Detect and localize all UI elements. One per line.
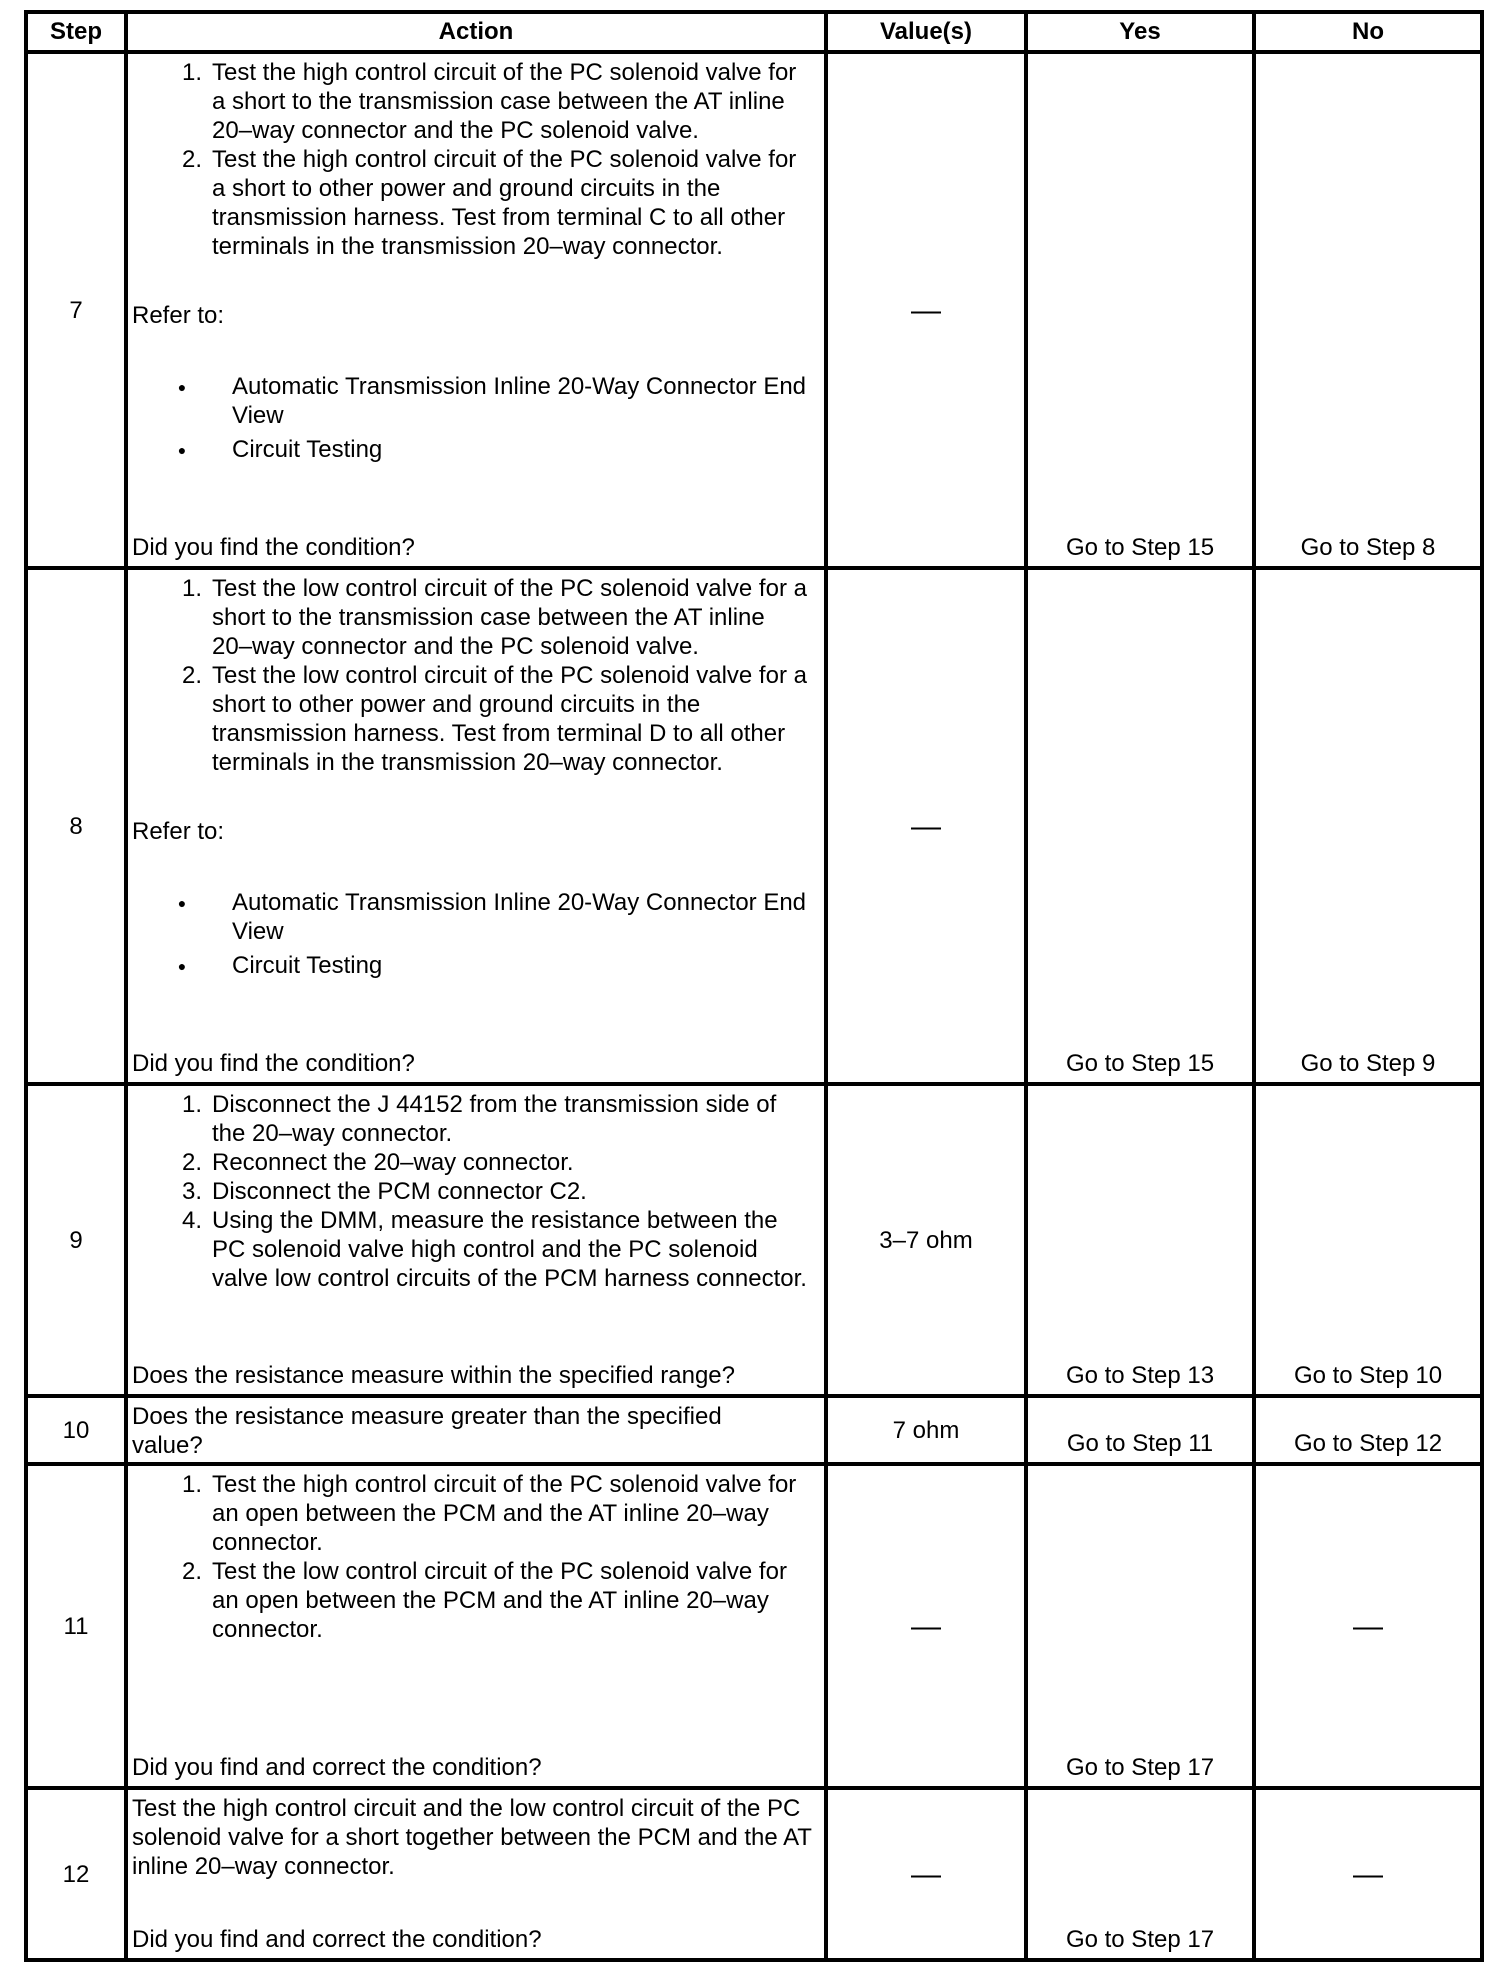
question-text: Did you find the condition? bbox=[132, 534, 415, 561]
action-step: Test the low control circuit of the PC solenoid valve for a short to other power and ground circuits in the transmission harness. Test from terminal D to all other terminals in the transmission 20–way connector. bbox=[212, 662, 807, 776]
action-cell bbox=[126, 1464, 826, 1788]
action-step: Test the low control circuit of the PC solenoid valve for an open between the PCM and the AT inline 20–way connector. bbox=[212, 1558, 787, 1643]
no-cell[interactable]: Go to Step 10 bbox=[1254, 1084, 1482, 1396]
bullet-icon bbox=[132, 435, 232, 465]
value-cell: — bbox=[826, 1788, 1026, 1960]
action-steps: 1. Test the high control circuit of the PC solenoid valve for a short to the transmission case between the AT inline 20–way connector and the PC solenoid valve. 2. Test the high control circuit of the PC solenoid valve for a short to other power and ground circuits in the transmission harness. Test from terminal C to all other terminals in the transmission 20–way connector. bbox=[132, 58, 820, 261]
action-step: Test the high control circuit of the PC solenoid valve for a short to the transmission case between the AT inline 20–way connector and the PC solenoid valve. bbox=[212, 59, 797, 144]
question-text: Did you find the condition? bbox=[132, 1050, 415, 1077]
action-steps: 1. Test the high control circuit of the PC solenoid valve for an open between the PCM and the AT inline 20–way connector. 2. Test the low control circuit of the PC solenoid valve for an open between the PCM and the AT inline 20–way connector. bbox=[132, 1470, 820, 1644]
step-number: 11 bbox=[26, 1464, 126, 1788]
no-cell[interactable]: Go to Step 9 bbox=[1254, 568, 1482, 1084]
refer-label: Refer to: bbox=[132, 818, 225, 845]
question-text: Did you find and correct the condition? bbox=[132, 1754, 542, 1781]
no-cell: — bbox=[1254, 1788, 1482, 1960]
action-step: Test the low control circuit of the PC solenoid valve for a short to the transmission case between the AT inline 20–way connector and the PC solenoid valve. bbox=[212, 575, 807, 660]
reference-list bbox=[132, 888, 820, 986]
action-step: Test the high control circuit of the PC solenoid valve for a short to other power and ground circuits in the transmission harness. Test from terminal C to all other terminals in the transmission 20–way connector. bbox=[212, 146, 797, 260]
question-text: Did you find and correct the condition? bbox=[132, 1926, 542, 1953]
table-row bbox=[26, 1788, 1482, 1960]
yes-cell[interactable]: Go to Step 13 bbox=[1026, 1084, 1254, 1396]
header-no: No bbox=[1254, 12, 1482, 52]
action-steps: 1. Disconnect the J 44152 from the transmission side of the 20–way connector. 2. Reconnect the 20–way connector. 3. Disconnect the PCM connector C2. 4. Using the DMM, measure the resistance between the PC solenoid valve high control and the PC solenoid valve low control circuits of the PCM harness connector. bbox=[132, 1090, 820, 1293]
value-cell: 7 ohm bbox=[826, 1396, 1026, 1464]
step-number: 12 bbox=[26, 1788, 126, 1960]
action-cell bbox=[126, 52, 826, 568]
step-number: 8 bbox=[26, 568, 126, 1084]
yes-cell[interactable]: Go to Step 15 bbox=[1026, 568, 1254, 1084]
header-values: Value(s) bbox=[826, 12, 1026, 52]
action-text: Test the high control circuit and the low control circuit of the PC solenoid valve for a short together between the PCM and the AT inline 20–way connector. bbox=[132, 1795, 812, 1880]
header-row bbox=[26, 12, 1482, 52]
reference-link[interactable]: Circuit Testing bbox=[232, 436, 383, 463]
value-cell: — bbox=[826, 568, 1026, 1084]
table-row bbox=[26, 1396, 1482, 1464]
value-cell: — bbox=[826, 1464, 1026, 1788]
value-cell: 3–7 ohm bbox=[826, 1084, 1026, 1396]
action-cell bbox=[126, 1396, 826, 1464]
action-steps: 1. Test the low control circuit of the PC solenoid valve for a short to the transmission case between the AT inline 20–way connector and the PC solenoid valve. 2. Test the low control circuit of the PC solenoid valve for a short to other power and ground circuits in the transmission harness. Test from terminal D to all other terminals in the transmission 20–way connector. bbox=[132, 574, 820, 777]
yes-cell[interactable]: Go to Step 15 bbox=[1026, 52, 1254, 568]
action-step: Test the high control circuit of the PC solenoid valve for an open between the PCM and the AT inline 20–way connector. bbox=[212, 1471, 797, 1556]
no-cell[interactable]: Go to Step 12 bbox=[1254, 1396, 1482, 1464]
yes-cell[interactable]: Go to Step 11 bbox=[1026, 1396, 1254, 1464]
reference-link[interactable]: Automatic Transmission Inline 20-Way Connector End View bbox=[232, 373, 807, 429]
bullet-icon bbox=[132, 372, 232, 430]
action-cell bbox=[126, 568, 826, 1084]
reference-link[interactable]: Automatic Transmission Inline 20-Way Connector End View bbox=[232, 889, 807, 945]
reference-list bbox=[132, 372, 820, 470]
no-cell[interactable]: Go to Step 8 bbox=[1254, 52, 1482, 568]
refer-label: Refer to: bbox=[132, 302, 225, 329]
header-yes: Yes bbox=[1026, 12, 1254, 52]
step-number: 9 bbox=[26, 1084, 126, 1396]
step-number: 7 bbox=[26, 52, 126, 568]
action-step: Reconnect the 20–way connector. bbox=[212, 1149, 574, 1176]
value-cell: — bbox=[826, 52, 1026, 568]
header-action: Action bbox=[126, 12, 826, 52]
no-cell: — bbox=[1254, 1464, 1482, 1788]
table-row bbox=[26, 1084, 1482, 1396]
action-step: Using the DMM, measure the resistance between the PC solenoid valve high control and the PC solenoid valve low control circuits of the PCM harness connector. bbox=[212, 1207, 807, 1292]
action-step: Disconnect the J 44152 from the transmission side of the 20–way connector. bbox=[212, 1091, 777, 1147]
diagnostic-table bbox=[24, 10, 1484, 1962]
reference-link[interactable]: Circuit Testing bbox=[232, 952, 383, 979]
action-cell bbox=[126, 1788, 826, 1960]
step-number: 10 bbox=[26, 1396, 126, 1464]
action-cell bbox=[126, 1084, 826, 1396]
header-step: Step bbox=[26, 12, 126, 52]
bullet-icon bbox=[132, 951, 232, 981]
question-text: Does the resistance measure greater than the specified value? bbox=[132, 1403, 722, 1459]
action-step: Disconnect the PCM connector C2. bbox=[212, 1178, 587, 1205]
table-row bbox=[26, 52, 1482, 568]
question-text: Does the resistance measure within the specified range? bbox=[132, 1362, 735, 1389]
yes-cell[interactable]: Go to Step 17 bbox=[1026, 1788, 1254, 1960]
table-row bbox=[26, 1464, 1482, 1788]
bullet-icon bbox=[132, 888, 232, 946]
yes-cell[interactable]: Go to Step 17 bbox=[1026, 1464, 1254, 1788]
table-row bbox=[26, 568, 1482, 1084]
